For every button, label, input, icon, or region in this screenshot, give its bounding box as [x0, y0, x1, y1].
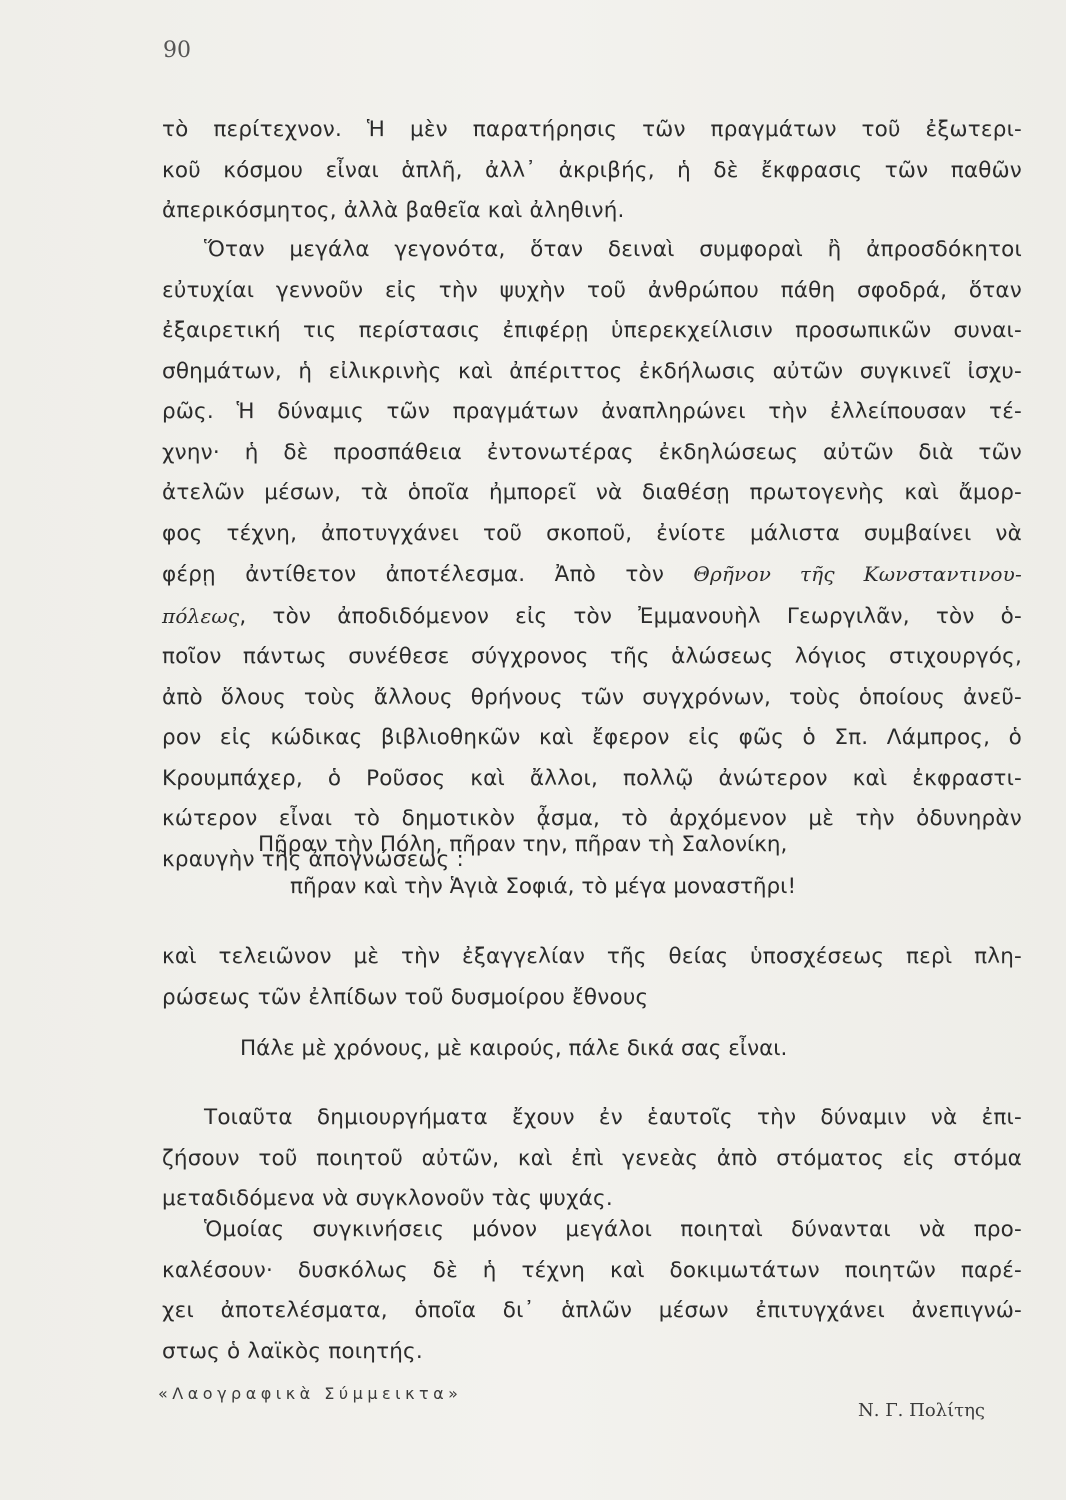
- text-line: Ὁμοίας συγκινήσεις μόνον μεγάλοι ποιηταὶ δύνανται νὰ προ-: [204, 1217, 1022, 1242]
- text-line: Κρουμπάχερ, ὁ Ροῦσος καὶ ἄλλοι, πολλῷ ἀνώτερον καὶ ἐκφραστι-: [162, 765, 1022, 791]
- text-line: σθημάτων, ἡ εἰλικρινὴς καὶ ἀπέριττος ἐκδήλωσις αὐτῶν συγκινεῖ ἰσχυ-: [162, 358, 1022, 384]
- text-line: ρώσεως τῶν ἐλπίδων τοῦ δυσμοίρου ἔθνους: [162, 984, 649, 1010]
- text-line: [162, 596, 1022, 638]
- paragraph-3: [162, 937, 1022, 1018]
- paragraph-5: [162, 1210, 1022, 1372]
- text-line: κώτερον εἶναι τὸ δημοτικὸν ᾆσμα, τὸ ἀρχόμενον μὲ τὴν ὀδυνηρὰν: [162, 806, 1022, 831]
- text-line: στως ὁ λαϊκὸς ποιητής.: [162, 1338, 423, 1364]
- verse-line: πῆραν καὶ τὴν Ἁγιὰ Σοφιά, τὸ μέγα μοναστῆρι!: [290, 874, 797, 899]
- paragraph-4: [162, 1098, 1022, 1220]
- text-line: κραυγὴν τῆς ἀπογνώσεως :: [162, 846, 464, 872]
- page-number: 90: [163, 38, 191, 63]
- text-line: καλέσουν· δυσκόλως δὲ ἡ τέχνη καὶ δοκιμωτάτων ποιητῶν παρέ-: [162, 1257, 1022, 1283]
- paragraph-2: [162, 230, 1022, 880]
- text-line: καὶ τελειῶνον μὲ τὴν ἐξαγγελίαν τῆς θείας ὑποσχέσεως περὶ πλη-: [162, 944, 1022, 969]
- text-line: ζήσουν τοῦ ποιητοῦ αὐτῶν, καὶ ἐπὶ γενεὰς ἀπὸ στόματος εἰς στόμα: [162, 1145, 1022, 1171]
- text-line: ρον εἰς κώδικας βιβλιοθηκῶν καὶ ἔφερον εἰς φῶς ὁ Σπ. Λάμπρος, ὁ: [162, 725, 1022, 750]
- text-line: χει ἀποτελέσματα, ὁποῖα δι᾽ ἁπλῶν μέσων ἐπιτυγχάνει ἀνεπιγνώ-: [162, 1298, 1022, 1323]
- text-line: ποῖον πάντως συνέθεσε σύγχρονος τῆς ἁλώσεως λόγιος στιχουργός,: [162, 644, 1022, 669]
- paragraph-1: [162, 110, 1022, 232]
- text-line: ἀπὸ ὅλους τοὺς ἄλλους θρήνους τῶν συγχρόνων, τοὺς ὁποίους ἀνεῦ-: [162, 684, 1022, 710]
- text-line: [162, 554, 1022, 596]
- text-line: ἀτελῶν μέσων, τὰ ὁποῖα ἠμπορεῖ νὰ διαθέσῃ πρωτογενὴς καὶ ἄμορ-: [162, 480, 1022, 505]
- text-line: τὸ περίτεχνον. Ἡ μὲν παρατήρησις τῶν πραγμάτων τοῦ ἐξωτερι-: [162, 117, 1022, 142]
- text-line: εὐτυχίαι γεννοῦν εἰς τὴν ψυχὴν τοῦ ἀνθρώπου πάθη σφοδρά, ὅταν: [162, 277, 1022, 303]
- poem-title-end: πόλεως: [162, 603, 240, 628]
- source-citation: «Λαογραφικὰ Σύμμεικτα»: [158, 1384, 463, 1403]
- text-line: φος τέχνη, ἀποτυγχάνει τοῦ σκοποῦ, ἐνίοτε μάλιστα συμβαίνει νὰ: [162, 520, 1022, 546]
- text-line: ἐξαιρετική τις περίστασις ἐπιφέρῃ ὑπερεκχείλισιν προσωπικῶν συναι-: [162, 318, 1022, 343]
- text-span: , τὸν ἀποδιδόμενον εἰς τὸν Ἐμμανουὴλ Γεωργιλᾶν, τὸν ὁ-: [239, 603, 1022, 629]
- text-line: μεταδιδόμενα νὰ συγκλονοῦν τὰς ψυχάς.: [162, 1186, 613, 1211]
- verse-line: Πῆραν τὴν Πόλη, πῆραν την, πῆραν τὴ Σαλονίκη,: [258, 832, 788, 857]
- text-line: ρῶς. Ἡ δύναμις τῶν πραγμάτων ἀναπληρώνει τὴν ἐλλείπουσαν τέ-: [162, 399, 1022, 424]
- text-line: Τοιαῦτα δημιουργήματα ἔχουν ἐν ἑαυτοῖς τὴν δύναμιν νὰ ἐπι-: [204, 1105, 1022, 1130]
- text-line: κοῦ κόσμου εἶναι ἁπλῆ, ἀλλ᾽ ἀκριβής, ἡ δὲ ἔκφρασις τῶν παθῶν: [162, 157, 1022, 183]
- text-line: ἀπερικόσμητος, ἀλλὰ βαθεῖα καὶ ἀληθινή.: [162, 198, 625, 223]
- text-line: χνην· ἡ δὲ προσπάθεια ἐντονωτέρας ἐκδηλώσεως αὐτῶν διὰ τῶν: [162, 439, 1022, 465]
- author-name: Ν. Γ. Πολίτης: [858, 1400, 985, 1421]
- text-span: φέρῃ ἀντίθετον ἀποτέλεσμα. Ἀπὸ τὸν: [162, 562, 665, 587]
- poem-title: Θρῆνον τῆς Κωνσταντινου-: [693, 562, 1022, 586]
- text-line: Ὅταν μεγάλα γεγονότα, ὅταν δειναὶ συμφοραὶ ἢ ἀπροσδόκητοι: [204, 237, 1022, 262]
- verse-line: Πάλε μὲ χρόνους, μὲ καιρούς, πάλε δικά σας εἶναι.: [240, 1036, 788, 1061]
